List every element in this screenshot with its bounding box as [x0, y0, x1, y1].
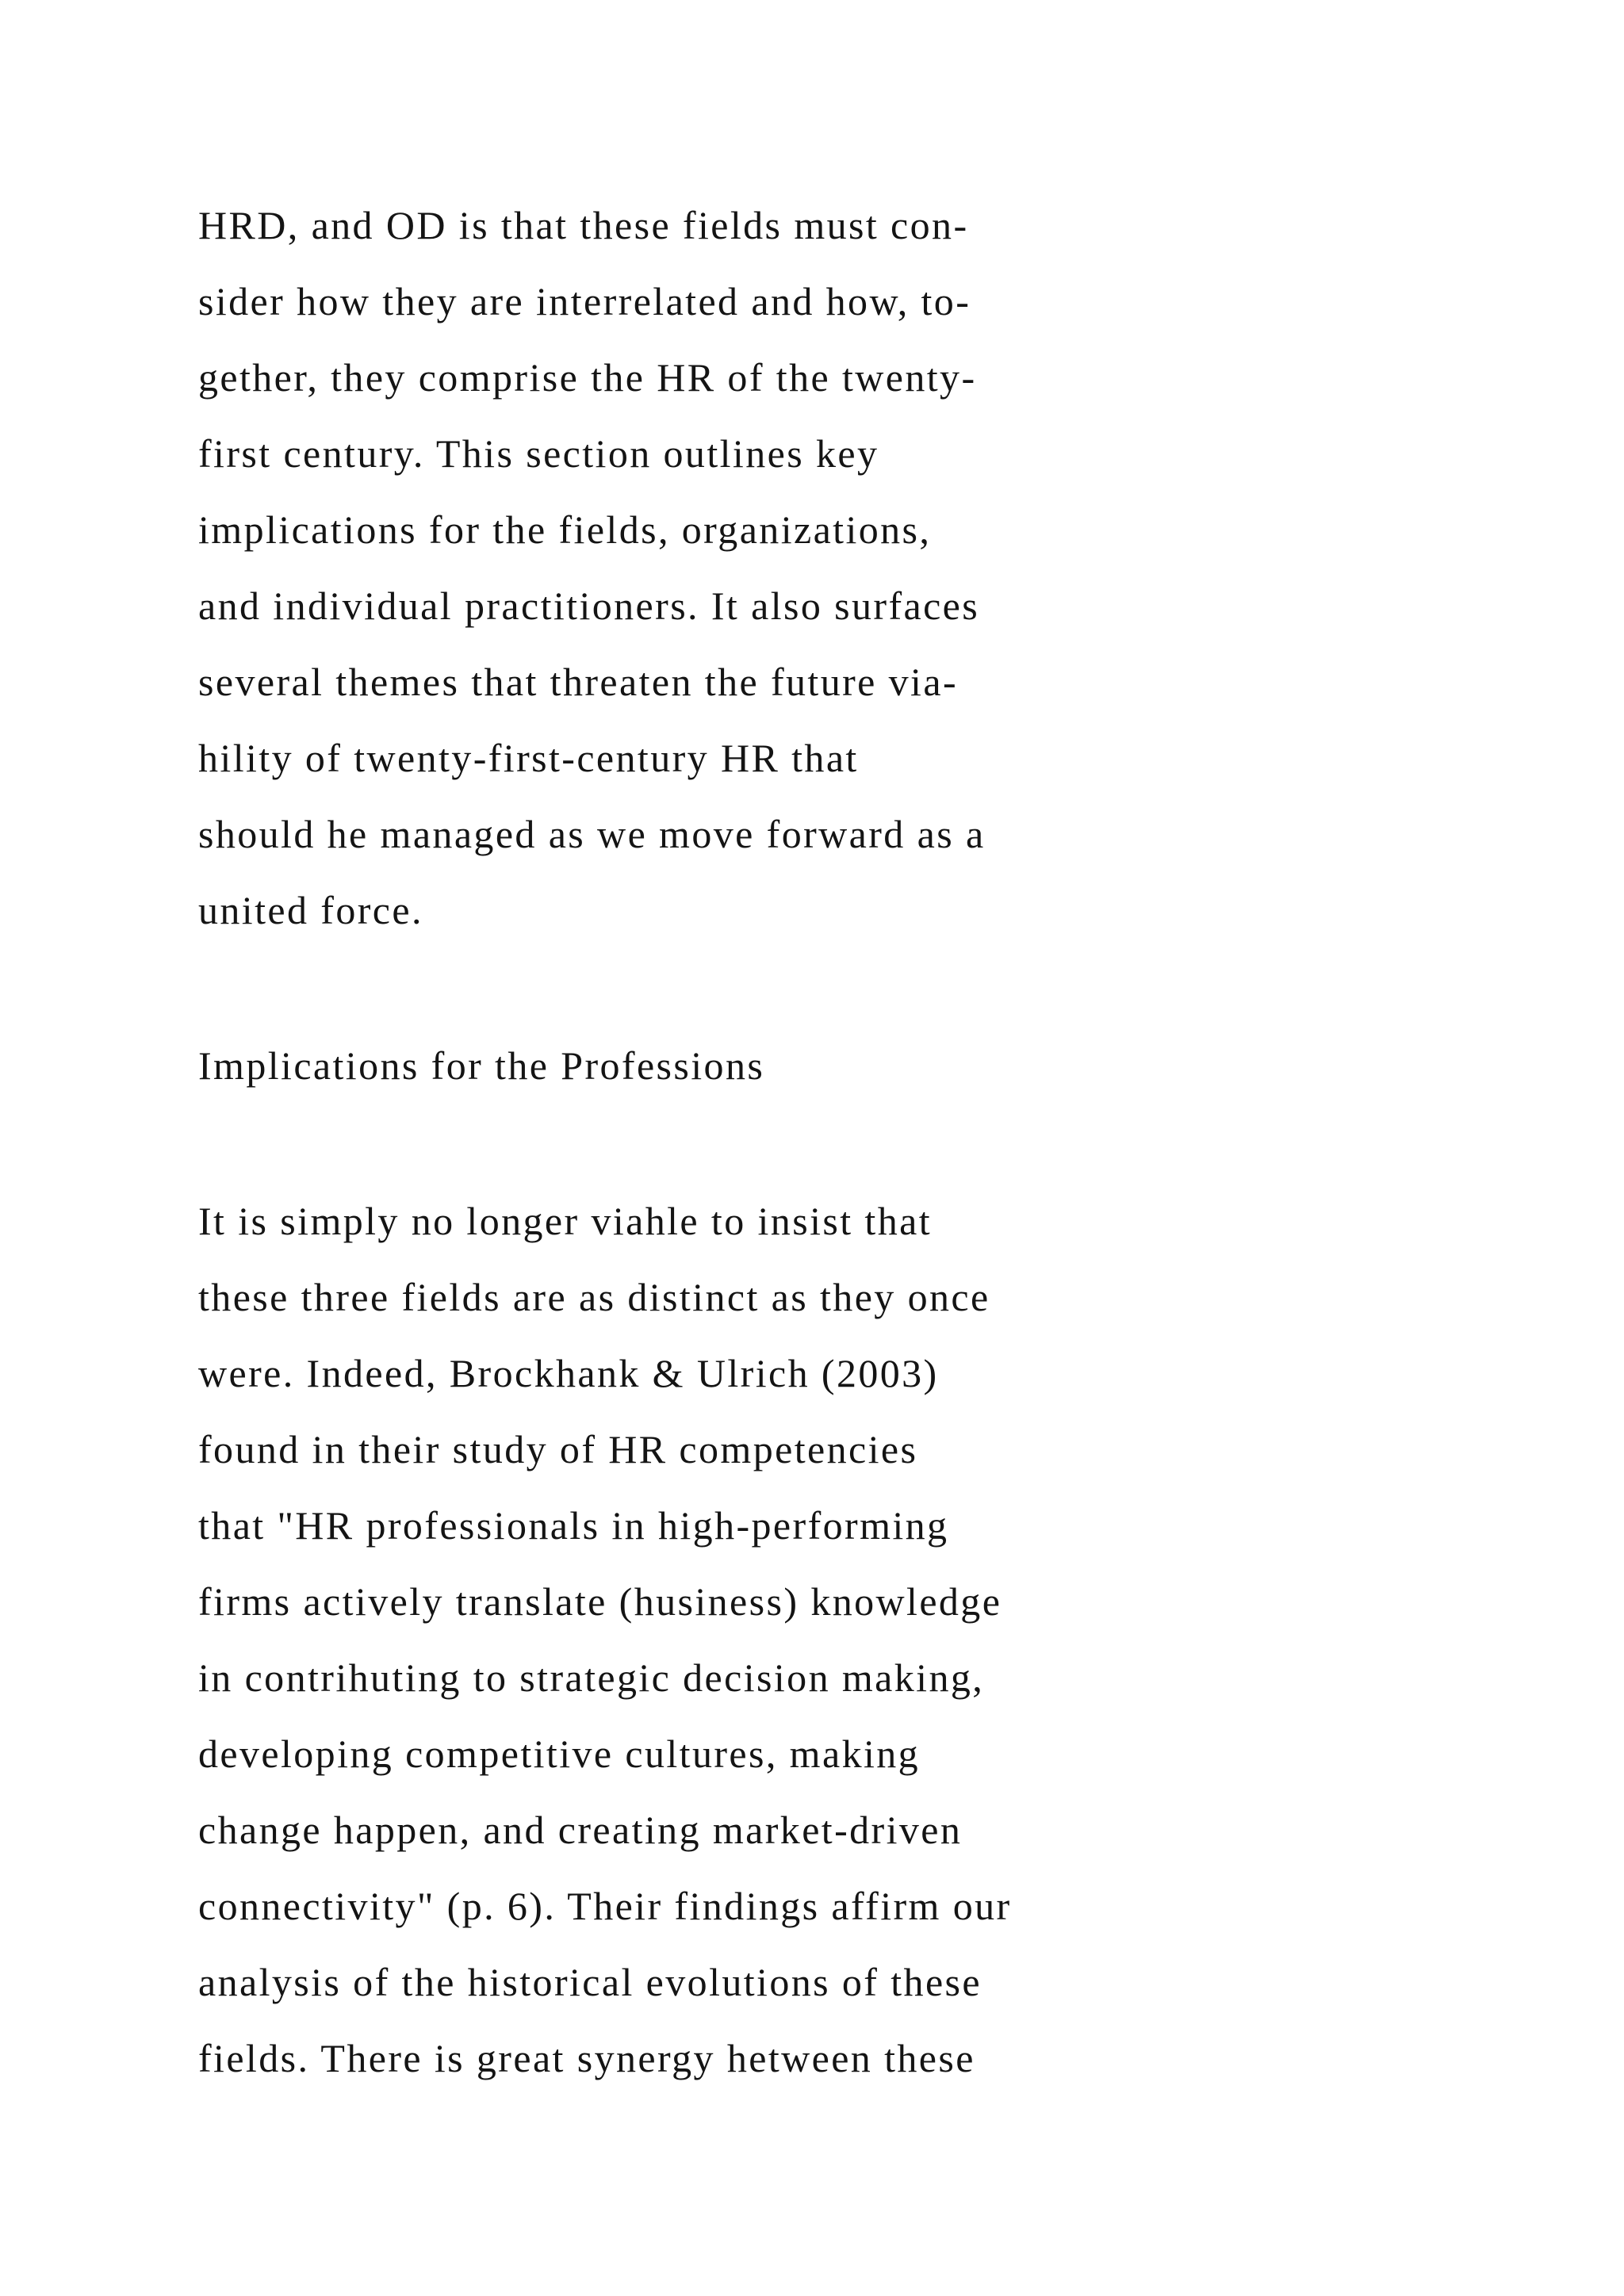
paragraph-spacer [198, 1104, 1467, 1183]
paragraph-spacer [198, 948, 1467, 1027]
text-line: in contrihuting to strategic decision making, [198, 1655, 985, 1700]
text-line: firms actively translate (husiness) knowledge [198, 1579, 1002, 1624]
text-line: hility of twenty-first-century HR that [198, 736, 859, 780]
paragraph-professions [198, 1183, 1467, 2096]
text-line: should he managed as we move forward as a [198, 812, 986, 856]
text-line: It is simply no longer viahle to insist that [198, 1199, 932, 1243]
text-line: analysis of the historical evolutions of these [198, 1960, 982, 2004]
text-line: and individual practitioners. It also surfaces [198, 584, 980, 628]
text-line: these three fields are as distinct as they once [198, 1275, 990, 1319]
text-line: that "HR professionals in high-performing [198, 1503, 949, 1548]
text-line: first century. This section outlines key [198, 431, 879, 476]
text-line: gether, they comprise the HR of the twenty- [198, 355, 977, 400]
text-line: united force. [198, 888, 423, 932]
text-line: found in their study of HR competencies [198, 1427, 918, 1471]
text-line: sider how they are interrelated and how, to- [198, 279, 971, 323]
text-line: connectivity" (p. 6). Their findings affirm our [198, 1884, 1012, 1928]
text-line: change happen, and creating market-driven [198, 1808, 963, 1852]
text-line: several themes that threaten the future via- [198, 660, 958, 704]
document-body [198, 187, 1467, 2096]
paragraph-intro [198, 187, 1467, 948]
text-line: HRD, and OD is that these fields must con- [198, 203, 969, 247]
text-line: were. Indeed, Brockhank & Ulrich (2003) [198, 1351, 939, 1395]
text-line: fields. There is great synergy hetween these [198, 2036, 975, 2080]
text-line: implications for the fields, organizations, [198, 507, 932, 552]
section-heading: Implications for the Professions [198, 1043, 765, 1088]
text-line: developing competitive cultures, making [198, 1732, 921, 1776]
